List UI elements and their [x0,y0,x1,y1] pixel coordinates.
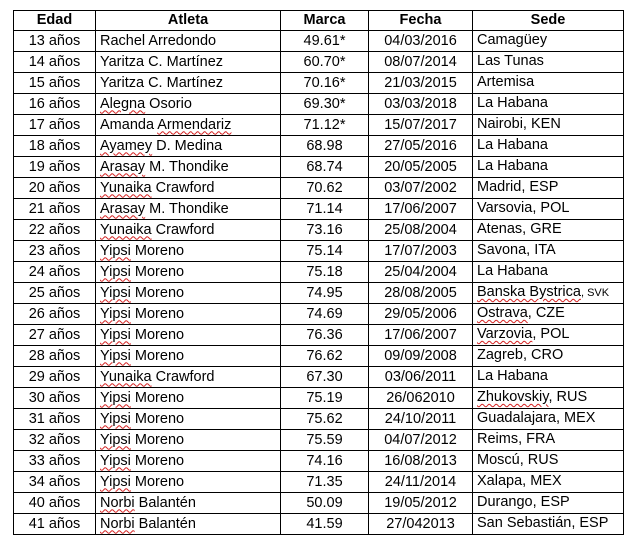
records-table [13,10,624,535]
sede-text: La Habana [477,137,548,153]
cell-marca: 60.70* [281,52,369,73]
cell-fecha: 17/06/2007 [369,325,473,346]
cell-marca: 74.69 [281,304,369,325]
cell-sede [473,220,624,241]
cell-sede [473,325,624,346]
atleta-text-post: Crawford [151,368,215,385]
sede-text: Durango, ESP [477,494,570,510]
atleta-text-flagged: Yipsi [100,389,131,406]
cell-fecha: 17/07/2003 [369,241,473,262]
cell-edad: 32 años [14,430,96,451]
cell-atleta [96,94,281,115]
cell-marca: 71.14 [281,199,369,220]
cell-marca: 75.59 [281,430,369,451]
cell-sede [473,388,624,409]
cell-atleta [96,115,281,136]
cell-atleta [96,199,281,220]
cell-edad: 29 años [14,367,96,388]
cell-marca: 68.74 [281,157,369,178]
sede-text-flagged: Zhukovskiy [477,389,549,405]
cell-sede [473,31,624,52]
sede-text-flagged: Ostrava [477,305,528,321]
cell-sede [473,94,624,115]
cell-atleta [96,388,281,409]
cell-sede [473,493,624,514]
cell-edad: 13 años [14,31,96,52]
cell-fecha: 03/06/2011 [369,367,473,388]
cell-edad: 40 años [14,493,96,514]
table-row [14,52,624,73]
atleta-text-flagged: Yunaika [100,179,152,196]
table-row [14,94,624,115]
cell-sede [473,304,624,325]
cell-atleta [96,241,281,262]
cell-atleta [96,157,281,178]
cell-fecha: 19/05/2012 [369,493,473,514]
cell-atleta [96,493,281,514]
atleta-text-post: Moreno [130,452,185,469]
cell-edad: 25 años [14,283,96,304]
cell-edad: 16 años [14,94,96,115]
cell-edad: 41 años [14,514,96,535]
cell-atleta [96,409,281,430]
cell-atleta [96,73,281,94]
cell-atleta [96,367,281,388]
table-row [14,430,624,451]
table-row [14,157,624,178]
atleta-text-flagged: Yipsi [100,431,131,448]
cell-edad: 31 años [14,409,96,430]
cell-edad: 21 años [14,199,96,220]
cell-edad: 26 años [14,304,96,325]
cell-edad: 14 años [14,52,96,73]
cell-atleta [96,304,281,325]
cell-atleta [96,31,281,52]
atleta-text-post: Moreno [130,431,185,448]
cell-sede [473,283,624,304]
atleta-text-flagged: Yipsi [100,452,131,469]
atleta-text-post: D. Medina [152,137,223,154]
sede-text: Artemisa [477,74,535,90]
table-row [14,304,624,325]
atleta-text-post: Moreno [130,347,185,364]
atleta-text-flagged: Yipsi [100,305,131,322]
cell-fecha: 29/05/2006 [369,304,473,325]
cell-atleta [96,262,281,283]
table-row [14,451,624,472]
cell-sede [473,52,624,73]
cell-edad: 34 años [14,472,96,493]
atleta-text-post: Rachel Arredondo [100,32,217,49]
sede-text: Nairobi, KEN [477,116,561,132]
sede-text-post: , RUS [548,389,588,405]
cell-fecha: 24/10/2011 [369,409,473,430]
cell-sede [473,157,624,178]
sede-text: La Habana [477,95,548,111]
cell-marca: 74.16 [281,451,369,472]
cell-edad: 15 años [14,73,96,94]
cell-marca: 50.09 [281,493,369,514]
cell-fecha: 27/05/2016 [369,136,473,157]
atleta-text-flagged: Ayamey [100,137,153,154]
atleta-text-post: Moreno [130,305,185,322]
cell-fecha: 16/08/2013 [369,451,473,472]
atleta-text-post: Moreno [130,410,185,427]
atleta-text-post: M. Thondike [145,200,229,217]
cell-sede [473,262,624,283]
header-atleta: Atleta [96,11,281,31]
table-row [14,493,624,514]
atleta-text-post: Moreno [130,263,185,280]
cell-marca: 68.98 [281,136,369,157]
cell-marca: 49.61* [281,31,369,52]
cell-sede [473,346,624,367]
cell-edad: 18 años [14,136,96,157]
cell-edad: 33 años [14,451,96,472]
cell-atleta [96,136,281,157]
atleta-text-flagged: Norbi [100,494,135,511]
cell-marca: 74.95 [281,283,369,304]
cell-marca: 70.16* [281,73,369,94]
sede-text-flagged: Varzovia [477,326,533,342]
cell-fecha: 15/07/2017 [369,115,473,136]
cell-sede [473,367,624,388]
table-row [14,388,624,409]
cell-atleta [96,220,281,241]
cell-atleta [96,52,281,73]
cell-sede [473,472,624,493]
cell-sede [473,409,624,430]
sede-text: Zagreb, CRO [477,347,564,363]
cell-fecha: 09/09/2008 [369,346,473,367]
cell-atleta [96,178,281,199]
cell-sede [473,136,624,157]
table-row [14,178,624,199]
header-edad: Edad [14,11,96,31]
atleta-text-post: Moreno [130,242,185,259]
cell-marca: 76.36 [281,325,369,346]
sede-text: Reims, FRA [477,431,556,447]
cell-marca: 75.19 [281,388,369,409]
cell-sede [473,514,624,535]
sede-text: La Habana [477,263,548,279]
table-row [14,136,624,157]
cell-atleta [96,346,281,367]
sede-text: Varsovia, POL [477,200,570,216]
table-row [14,346,624,367]
sede-text: La Habana [477,158,548,174]
cell-atleta [96,451,281,472]
table-row [14,514,624,535]
cell-atleta [96,430,281,451]
cell-fecha: 26/062010 [369,388,473,409]
sede-text-flagged: Banska Bystrica [477,284,581,300]
sede-text: Moscú, RUS [477,452,559,468]
sede-text-post: , POL [532,326,570,342]
atleta-text-flagged: Yunaika [100,368,152,385]
sede-text: San Sebastián, ESP [477,515,609,531]
cell-atleta [96,283,281,304]
cell-edad: 19 años [14,157,96,178]
cell-edad: 17 años [14,115,96,136]
sede-text: Savona, ITA [477,242,556,258]
cell-atleta [96,514,281,535]
cell-marca: 75.18 [281,262,369,283]
table-row [14,73,624,94]
cell-atleta [96,472,281,493]
cell-fecha: 25/04/2004 [369,262,473,283]
sede-text: Atenas, GRE [477,221,562,237]
cell-fecha: 28/08/2005 [369,283,473,304]
sede-text: La Habana [477,368,548,384]
cell-marca: 75.62 [281,409,369,430]
cell-sede [473,430,624,451]
atleta-text-flagged: Yipsi [100,347,131,364]
cell-sede [473,199,624,220]
cell-fecha: 27/042013 [369,514,473,535]
atleta-text-post: Osorio [145,95,192,112]
cell-fecha: 03/03/2018 [369,94,473,115]
atleta-text-flagged: Alegna [100,95,146,112]
table-row [14,283,624,304]
cell-sede [473,451,624,472]
table-row [14,115,624,136]
cell-fecha: 20/05/2005 [369,157,473,178]
atleta-text-flagged: Arasay [100,200,146,217]
atleta-text-post: Moreno [130,389,185,406]
atleta-text-flagged: Yipsi [100,473,131,490]
cell-fecha: 21/03/2015 [369,73,473,94]
cell-edad: 28 años [14,346,96,367]
atleta-text-post: Moreno [130,326,185,343]
cell-marca: 75.14 [281,241,369,262]
sede-text: Xalapa, MEX [477,473,562,489]
atleta-text-post: Crawford [151,221,215,238]
atleta-text-flagged: Yipsi [100,242,131,259]
atleta-text-post: Yaritza C. Martínez [100,74,224,91]
sede-text: Las Tunas [477,53,544,69]
cell-marca: 70.62 [281,178,369,199]
sede-text-small: , SVK [580,287,610,299]
cell-edad: 23 años [14,241,96,262]
atleta-text-flagged: Yunaika [100,221,152,238]
atleta-text-flagged: Yipsi [100,263,131,280]
cell-fecha: 04/03/2016 [369,31,473,52]
atleta-text-post: Yaritza C. Martínez [100,53,224,70]
atleta-text-post: Crawford [151,179,215,196]
table-row [14,199,624,220]
table-body [14,31,624,535]
atleta-text-flagged: Armendariz [157,116,232,133]
cell-edad: 24 años [14,262,96,283]
cell-marca: 71.35 [281,472,369,493]
cell-marca: 71.12* [281,115,369,136]
table-row [14,325,624,346]
atleta-text-post: M. Thondike [145,158,229,175]
header-fecha: Fecha [369,11,473,31]
header-sede: Sede [473,11,624,31]
table-row [14,367,624,388]
atleta-text-post: Balantén [134,494,196,511]
atleta-text-flagged: Yipsi [100,410,131,427]
cell-sede [473,73,624,94]
cell-marca: 69.30* [281,94,369,115]
atleta-text-flagged: Arasay [100,158,146,175]
cell-marca: 41.59 [281,514,369,535]
header-marca: Marca [281,11,369,31]
header-row [14,11,624,31]
cell-edad: 20 años [14,178,96,199]
sede-text-post: , CZE [527,305,565,321]
cell-marca: 67.30 [281,367,369,388]
sede-text: Guadalajara, MEX [477,410,596,426]
cell-edad: 27 años [14,325,96,346]
atleta-text-post: Moreno [130,284,185,301]
table-row [14,31,624,52]
table-row [14,409,624,430]
atleta-text-flagged: Yipsi [100,326,131,343]
cell-edad: 30 años [14,388,96,409]
atleta-text-post: Moreno [130,473,185,490]
cell-fecha: 08/07/2014 [369,52,473,73]
table-row [14,472,624,493]
atleta-text-post: Balantén [134,515,196,532]
table-row [14,220,624,241]
table-row [14,241,624,262]
cell-atleta [96,325,281,346]
cell-fecha: 04/07/2012 [369,430,473,451]
atleta-text-flagged: Yipsi [100,284,131,301]
atleta-text-flagged: Norbi [100,515,135,532]
cell-sede [473,115,624,136]
cell-sede [473,241,624,262]
table-row [14,262,624,283]
sede-text: Madrid, ESP [477,179,559,195]
cell-fecha: 25/08/2004 [369,220,473,241]
sede-text: Camagüey [477,32,548,48]
cell-sede [473,178,624,199]
cell-marca: 76.62 [281,346,369,367]
cell-fecha: 03/07/2002 [369,178,473,199]
cell-fecha: 24/11/2014 [369,472,473,493]
cell-marca: 73.16 [281,220,369,241]
cell-edad: 22 años [14,220,96,241]
cell-fecha: 17/06/2007 [369,199,473,220]
atleta-text-pre: Amanda [100,116,158,133]
